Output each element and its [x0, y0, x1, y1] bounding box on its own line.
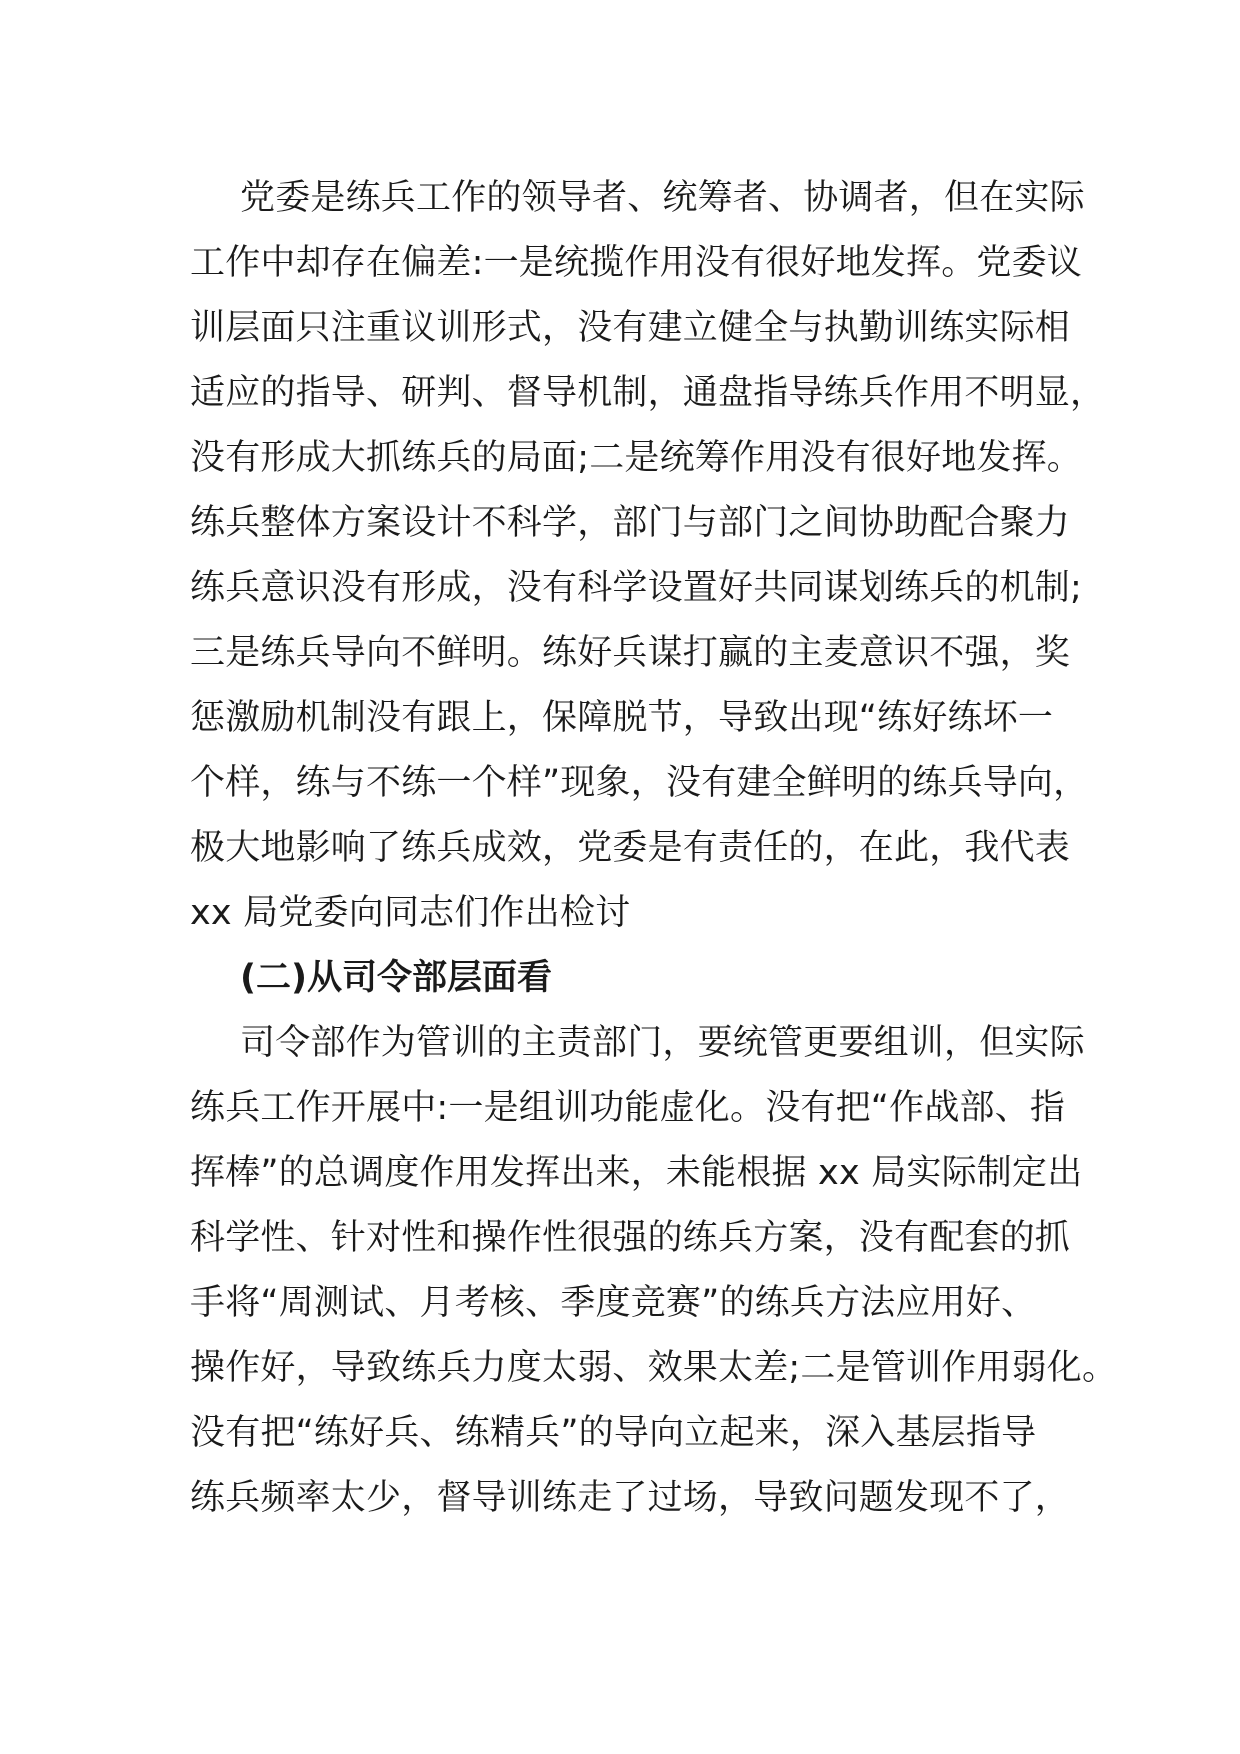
paragraph-line: 工作中却存在偏差:一是统揽作用没有很好地发挥。党委议 — [190, 243, 1082, 283]
paragraph-line: 三是练兵导向不鲜明。练好兵谋打赢的主麦意识不强，奖 — [190, 633, 1071, 673]
paragraph-line: 挥棒”的总调度作用发挥出来，未能根据 xx 局实际制定出 — [190, 1153, 1083, 1193]
paragraph-line: 惩激励机制没有跟上，保障脱节，导致出现“练好练坏一 — [190, 698, 1054, 738]
document-body — [190, 166, 1118, 1531]
section-heading: (二)从司令部层面看 — [240, 958, 552, 998]
paragraph-line: 练兵意识没有形成，没有科学设置好共同谋划练兵的机制; — [190, 568, 1082, 608]
paragraph-party-committee — [190, 166, 1106, 946]
paragraph-line: 训层面只注重议训形式，没有建立健全与执勤训练实际相 — [190, 308, 1071, 348]
paragraph-line: 司令部作为管训的主责部门，要统管更要组训，但实际 — [240, 1023, 1085, 1063]
paragraph-line: 练兵频率太少，督导训练走了过场，导致问题发现不了， — [190, 1478, 1071, 1518]
paragraph-line: 没有形成大抓练兵的局面;二是统筹作用没有很好地发挥。 — [190, 438, 1082, 478]
paragraph-line: 手将“周测试、月考核、季度竞赛”的练兵方法应用好、 — [190, 1283, 1037, 1323]
paragraph-line: 练兵整体方案设计不科学，部门与部门之间协助配合聚力 — [190, 503, 1071, 543]
paragraph-line: 极大地影响了练兵成效，党委是有责任的，在此，我代表 — [190, 828, 1071, 868]
paragraph-line: 党委是练兵工作的领导者、统筹者、协调者，但在实际 — [240, 178, 1085, 218]
paragraph-line: 适应的指导、研判、督导机制，通盘指导练兵作用不明显， — [190, 373, 1106, 413]
paragraph-line: 个样，练与不练一个样”现象，没有建全鲜明的练兵导向， — [190, 763, 1089, 803]
paragraph-line: xx 局党委向同志们作出检讨 — [190, 893, 631, 933]
paragraph-line: 科学性、针对性和操作性很强的练兵方案，没有配套的抓 — [190, 1218, 1071, 1258]
paragraph-line: 练兵工作开展中:一是组训功能虚化。没有把“作战部、指 — [190, 1088, 1066, 1128]
paragraph-line: 操作好，导致练兵力度太弱、效果太差;二是管训作用弱化。 — [190, 1348, 1118, 1388]
paragraph-line: 没有把“练好兵、练精兵”的导向立起来，深入基层指导 — [190, 1413, 1037, 1453]
paragraph-headquarters — [190, 1011, 1118, 1531]
